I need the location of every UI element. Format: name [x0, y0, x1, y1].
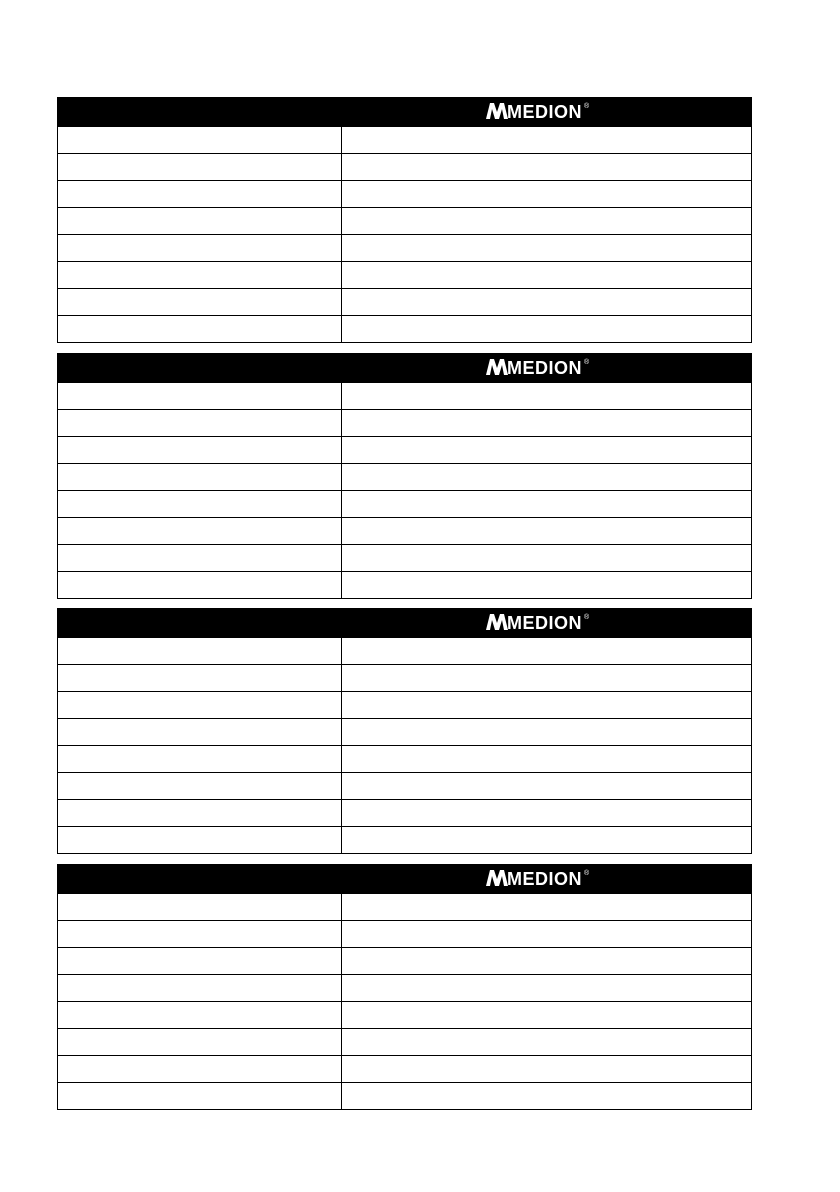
- card-header: [58, 354, 751, 382]
- row-value: [342, 127, 751, 153]
- row-label: [58, 894, 342, 920]
- row-value: [342, 235, 751, 261]
- table-row: [58, 799, 751, 826]
- row-label: [58, 921, 342, 947]
- table-row: [58, 234, 751, 261]
- row-value: [342, 518, 751, 544]
- row-value: [342, 1056, 751, 1082]
- row-label: [58, 1056, 342, 1082]
- row-label: [58, 773, 342, 799]
- row-label: [58, 1029, 342, 1055]
- row-label: [58, 545, 342, 571]
- row-label: [58, 437, 342, 463]
- row-label: [58, 235, 342, 261]
- medion-logo: [486, 359, 589, 377]
- row-label: [58, 316, 342, 342]
- table-row: [58, 1001, 751, 1028]
- table-row: [58, 920, 751, 947]
- table-row: [58, 153, 751, 180]
- row-label: [58, 800, 342, 826]
- row-label: [58, 154, 342, 180]
- row-label: [58, 638, 342, 664]
- brand-name: MEDION: [507, 358, 582, 378]
- medion-logo: [486, 870, 589, 888]
- row-value: [342, 383, 751, 409]
- table-row: [58, 745, 751, 772]
- row-value: [342, 262, 751, 288]
- table-row: [58, 637, 751, 664]
- table-row: [58, 1028, 751, 1055]
- row-label: [58, 572, 342, 598]
- row-label: [58, 1083, 342, 1109]
- row-value: [342, 572, 751, 598]
- row-value: [342, 894, 751, 920]
- row-value: [342, 746, 751, 772]
- table-row: [58, 315, 751, 342]
- table-row: [58, 772, 751, 799]
- row-label: [58, 665, 342, 691]
- row-label: [58, 746, 342, 772]
- medion-m-mark-icon: [486, 870, 508, 886]
- table-row: [58, 126, 751, 153]
- medion-m-mark-icon: [486, 103, 508, 119]
- table-row: [58, 826, 751, 853]
- row-label: [58, 975, 342, 1001]
- service-card-4: [57, 864, 752, 1110]
- table-row: [58, 691, 751, 718]
- row-label: [58, 719, 342, 745]
- medion-m-mark-icon: [486, 359, 508, 375]
- brand-name: MEDION: [507, 102, 582, 122]
- table-row: [58, 664, 751, 691]
- table-row: [58, 947, 751, 974]
- registered-mark: ®: [584, 359, 590, 366]
- row-label: [58, 383, 342, 409]
- row-value: [342, 410, 751, 436]
- row-label: [58, 518, 342, 544]
- table-row: [58, 974, 751, 1001]
- table-row: [58, 1055, 751, 1082]
- table-row: [58, 544, 751, 571]
- table-row: [58, 409, 751, 436]
- brand-name: MEDION: [507, 613, 582, 633]
- row-value: [342, 316, 751, 342]
- row-value: [342, 464, 751, 490]
- registered-mark: ®: [584, 614, 590, 621]
- row-label: [58, 410, 342, 436]
- medion-logo: [486, 614, 589, 632]
- table-row: [58, 463, 751, 490]
- row-label: [58, 1002, 342, 1028]
- row-value: [342, 1002, 751, 1028]
- card-header: [58, 609, 751, 637]
- row-value: [342, 491, 751, 517]
- row-value: [342, 665, 751, 691]
- row-value: [342, 181, 751, 207]
- row-value: [342, 1029, 751, 1055]
- row-label: [58, 464, 342, 490]
- table-row: [58, 261, 751, 288]
- row-value: [342, 800, 751, 826]
- row-label: [58, 692, 342, 718]
- registered-mark: ®: [584, 103, 590, 110]
- row-value: [342, 208, 751, 234]
- row-value: [342, 437, 751, 463]
- medion-logo: [486, 103, 589, 121]
- row-value: [342, 692, 751, 718]
- row-label: [58, 948, 342, 974]
- service-card-1: [57, 97, 752, 343]
- table-row: [58, 571, 751, 598]
- row-label: [58, 127, 342, 153]
- row-value: [342, 154, 751, 180]
- row-label: [58, 827, 342, 853]
- table-row: [58, 517, 751, 544]
- registered-mark: ®: [584, 870, 590, 877]
- table-row: [58, 436, 751, 463]
- brand-name: MEDION: [507, 869, 582, 889]
- table-row: [58, 207, 751, 234]
- row-label: [58, 208, 342, 234]
- row-value: [342, 1083, 751, 1109]
- card-header: [58, 98, 751, 126]
- row-value: [342, 948, 751, 974]
- table-row: [58, 893, 751, 920]
- card-header: [58, 865, 751, 893]
- row-label: [58, 181, 342, 207]
- row-value: [342, 638, 751, 664]
- table-row: [58, 718, 751, 745]
- table-row: [58, 382, 751, 409]
- row-label: [58, 289, 342, 315]
- row-value: [342, 975, 751, 1001]
- row-value: [342, 719, 751, 745]
- row-value: [342, 773, 751, 799]
- medion-m-mark-icon: [486, 614, 508, 630]
- row-value: [342, 289, 751, 315]
- row-value: [342, 827, 751, 853]
- table-row: [58, 180, 751, 207]
- row-value: [342, 545, 751, 571]
- service-card-2: [57, 353, 752, 599]
- table-row: [58, 288, 751, 315]
- row-value: [342, 921, 751, 947]
- table-row: [58, 490, 751, 517]
- row-label: [58, 491, 342, 517]
- service-card-3: [57, 608, 752, 854]
- table-row: [58, 1082, 751, 1109]
- row-label: [58, 262, 342, 288]
